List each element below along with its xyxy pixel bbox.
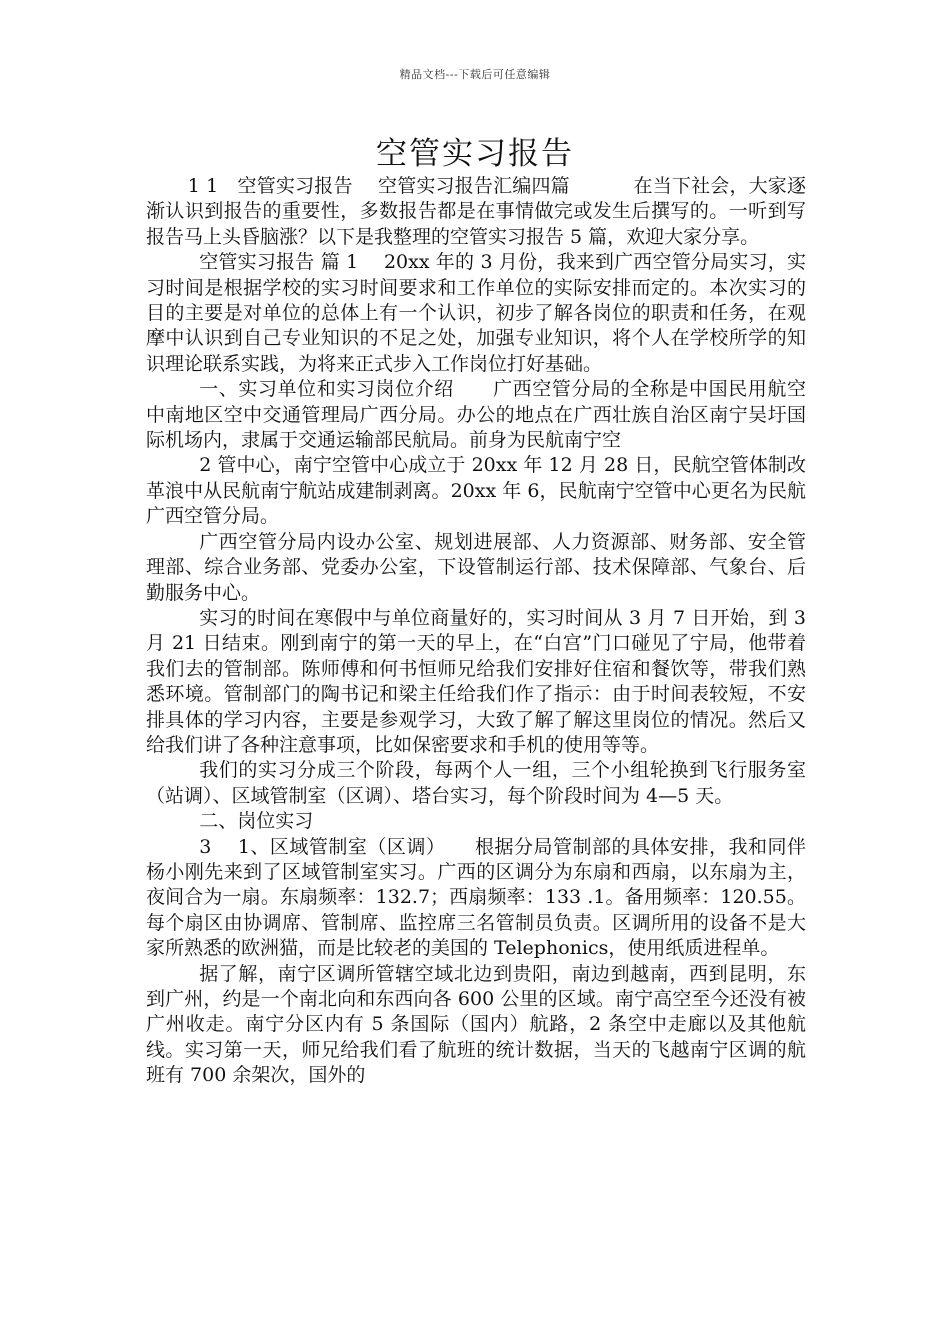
paragraph-intro: 1 1 空管实习报告 空管实习报告汇编四篇 在当下社会，大家逐渐认识到报告的重要性，多数报告都是在事情做完或发生后撰写的。一听到写报告马上头昏脑涨？以下是我整理的空管实习报告 5 篇，欢迎大家分享。 bbox=[146, 175, 806, 248]
paragraph: 2 管中心，南宁空管中心成立于 20xx 年 12 月 28 日，民航空管体制改革浪中从民航南宁航站成建制剥离。20xx 年 6，民航南宁空管中心更名为民航广西空管分局。 bbox=[146, 454, 806, 528]
document-body bbox=[146, 174, 806, 1089]
paragraph: 据了解，南宁区调所管辖空域北边到贵阳，南边到越南，西到昆明，东到广州，约是一个南北向和东西向各 600 公里的区域。南宁高空至今还没有被广州收走。南宁分区内有 5 条国际（国内）航路，2 条空中走廊以及其他航线。实习第一天，师兄给我们看了航班的统计数据，当天的飞越南宁区调的航班有 700 余架次，国外的 bbox=[146, 962, 806, 1087]
section-heading: 二、岗位实习 bbox=[199, 810, 314, 833]
document-title: 空管实习报告 bbox=[376, 136, 574, 172]
header-note: 精品文档---下载后可任意编辑 bbox=[399, 68, 551, 81]
paragraph: 我们的实习分成三个阶段，每两个人一组，三个小组轮换到飞行服务室（站调）、区域管制室（区调）、塔台实习，每个阶段时间为 4—5 天。 bbox=[146, 759, 806, 807]
paragraph: 一、实习单位和实习岗位介绍 广西空管分局的全称是中国民用航空中南地区空中交通管理局广西分局。办公的地点在广西壮族自治区南宁吴圩国际机场内，隶属于交通运输部民航局。前身为民航南宁空 bbox=[146, 378, 806, 452]
paragraph: 空管实习报告 篇 1 20xx 年的 3 月份，我来到广西空管分局实习，实习时间是根据学校的实习时间要求和工作单位的实际安排而定的。本次实习的目的主要是对单位的总体上有一个认识，初步了解各岗位的职责和任务，在观摩中认识到自己专业知识的不足之处，加强专业知识，将个人在学校所学的知识理论联系实践，为将来正式步入工作岗位打好基础。 bbox=[146, 251, 806, 375]
paragraph: 3 1、区域管制室（区调） 根据分局管制部的具体安排，我和同伴杨小刚先来到了区域管制室实习。广西的区调分为东扇和西扇，以东扇为主，夜间合为一扇。东扇频率：132.7；西扇频率：133 .1。备用频率：120.55。每个扇区由协调席、管制席、监控席三名管制员负责。区调所用的设备不是大家所熟悉的欧洲猫，而是比较老的美国的 Telephonics，使用纸质进程单。 bbox=[146, 835, 806, 960]
paragraph: 实习的时间在寒假中与单位商量好的，实习时间从 3 月 7 日开始，到 3 月 21 日结束。刚到南宁的第一天的早上，在“白宫”门口碰见了宁局，他带着我们去的管制部。陈师傅和何书恒师兄给我们安排好住宿和餐饮等，带我们熟悉环境。管制部门的陶书记和梁主任给我们作了指示：由于时间表较短，不安排具体的学习内容，主要是参观学习，大致了解了解这里岗位的情况。然后又给我们讲了各种注意事项，比如保密要求和手机的使用等等。 bbox=[146, 606, 806, 756]
paragraph: 广西空管分局内设办公室、规划进展部、人力资源部、财务部、安全管理部、综合业务部、党委办公室，下设管制运行部、技术保障部、气象台、后勤服务中心。 bbox=[146, 530, 806, 604]
